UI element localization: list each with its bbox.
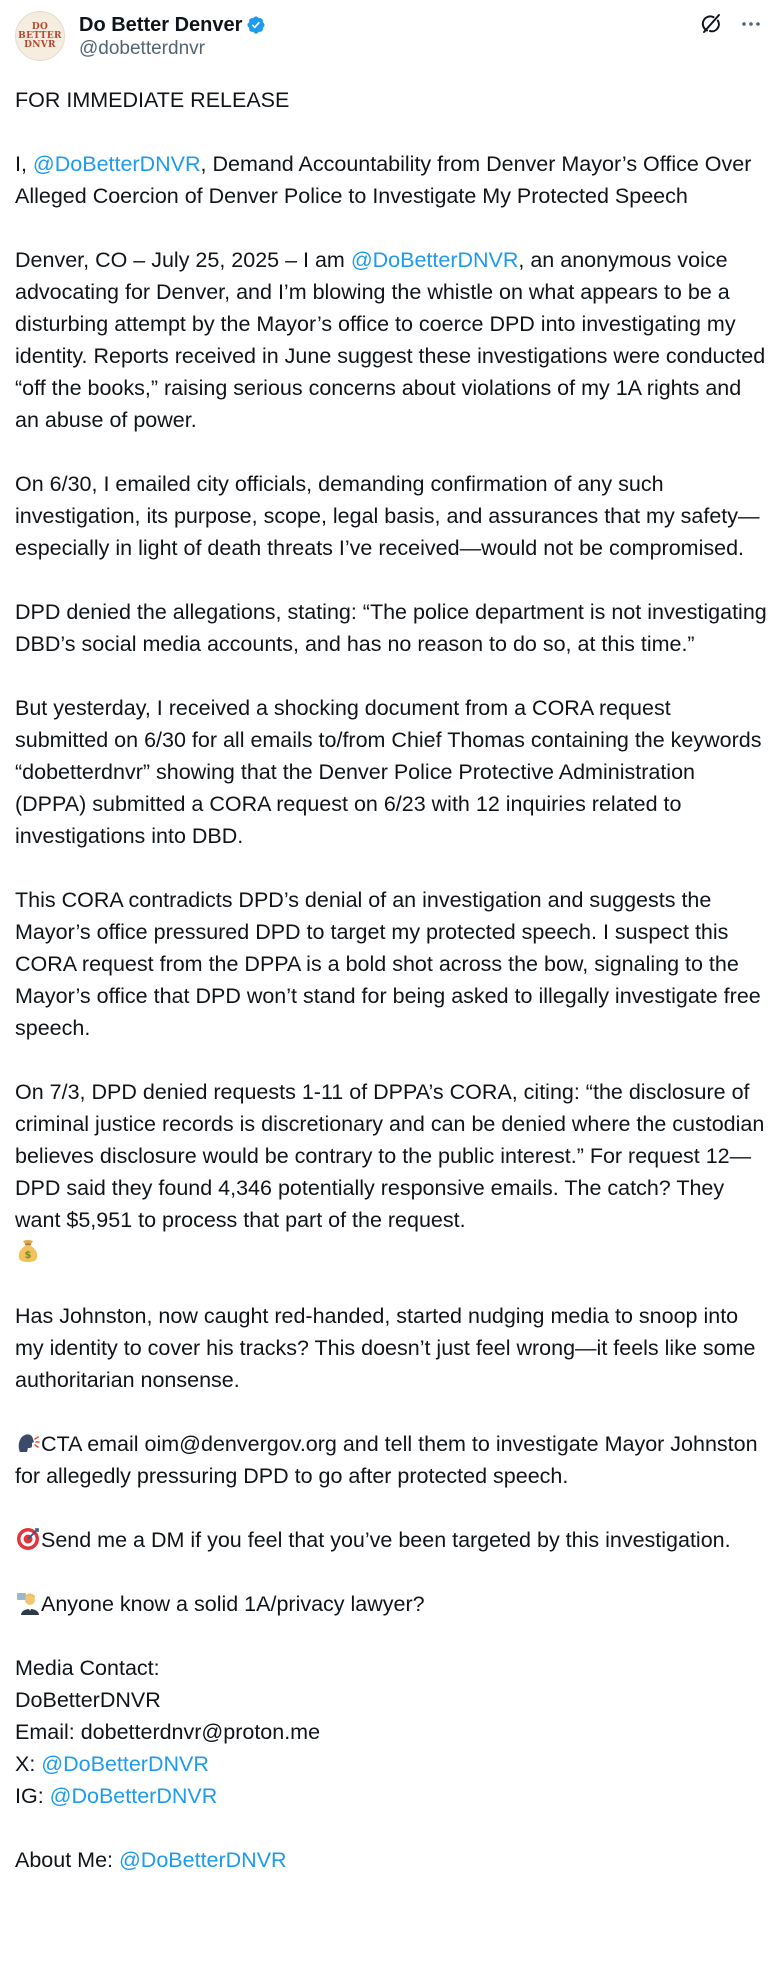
contact-name: DoBetterDNVR bbox=[15, 1688, 161, 1712]
author-names bbox=[79, 13, 266, 60]
paragraph-denial bbox=[15, 596, 767, 660]
mention-link[interactable]: @DoBetterDNVR bbox=[49, 1784, 218, 1808]
paragraph-headline bbox=[15, 148, 767, 212]
paragraph-contact bbox=[15, 1652, 767, 1812]
contact-ig-line bbox=[15, 1780, 767, 1812]
contact-heading: Media Contact: bbox=[15, 1656, 160, 1680]
paragraph-intro bbox=[15, 244, 767, 436]
paragraph-about bbox=[15, 1844, 767, 1876]
mention-link[interactable]: @DoBetterDNVR bbox=[118, 1848, 287, 1872]
headline-text: , Demand Accountability from Denver Mayor’s Office Over Alleged Coercion of Denver Police to Investigate My Protected Speech bbox=[15, 152, 752, 208]
email-text: On 6/30, I emailed city officials, demanding confirmation of any such investigation, its purpose, scope, legal basis, and assurances that my safety—especially in light of death threats I’ve received—would not be compromised. bbox=[15, 472, 760, 560]
contact-x-line bbox=[15, 1748, 767, 1780]
money-bag-emoji-icon bbox=[15, 1238, 41, 1264]
cora-text: But yesterday, I received a shocking document from a CORA request submitted on 6/30 for all emails to/from Chief Thomas containing the keywords “dobetterdnvr” showing that the Denver Police Protective Administration (DPPA) submitted a CORA request on 6/23 with 12 inquiries related to investigations into DBD. bbox=[15, 696, 762, 848]
contact-ig-label: IG: bbox=[15, 1784, 50, 1808]
more-icon[interactable] bbox=[739, 12, 763, 36]
display-name[interactable]: Do Better Denver bbox=[79, 13, 243, 36]
paragraph-lawyer bbox=[15, 1588, 767, 1620]
intro-prefix: Denver, CO – July 25, 2025 – I am bbox=[15, 248, 351, 272]
mention-link[interactable]: @DoBetterDNVR bbox=[32, 152, 201, 176]
svg-text:$: $ bbox=[24, 1250, 32, 1261]
speaking-head-emoji-icon bbox=[15, 1430, 41, 1456]
grok-icon[interactable] bbox=[699, 12, 723, 36]
contact-x-label: X: bbox=[15, 1752, 42, 1776]
intro-text: , an anonymous voice advocating for Denver, and I’m blowing the whistle on what appears to be a disturbing attempt by the Mayor’s office to coerce DPD into investigating my identity. Reports received in June suggest these investigations were conducted “off the books,” raising serious concerns about violations of my 1A rights and an abuse of power. bbox=[15, 248, 766, 432]
judge-emoji-icon bbox=[15, 1590, 41, 1616]
contradiction-text: This CORA contradicts DPD’s denial of an investigation and suggests the Mayor’s office pressured DPD to target my protected speech. I suspect this CORA request from the DPPA is a bold shot across the bow, signaling to the Mayor’s office that DPD won’t stand for being asked to illegally investigate free speech. bbox=[15, 888, 761, 1040]
about-prefix: About Me: bbox=[15, 1848, 119, 1872]
mention-link[interactable]: @DoBetterDNVR bbox=[41, 1752, 209, 1776]
dm-text: Send me a DM if you feel that you’ve been targeted by this investigation. bbox=[41, 1528, 731, 1552]
denied-requests-text: On 7/3, DPD denied requests 1-11 of DPPA’s CORA, citing: “the disclosure of criminal justice records is discretionary and can be denied where the custodian believes disclosure would be contrary to the public interest.” For request 12—DPD said they found 4,346 potentially responsive emails. The catch? They want $5,951 to process that part of the request. bbox=[15, 1080, 765, 1232]
johnston-text: Has Johnston, now caught red-handed, started nudging media to snoop into my identity to cover his tracks? This doesn’t just feel wrong—it feels like some authoritarian nonsense. bbox=[15, 1304, 756, 1392]
avatar-text-1: DO bbox=[31, 21, 49, 32]
paragraph-dm bbox=[15, 1524, 767, 1556]
paragraph-email bbox=[15, 468, 767, 564]
headline-prefix: I, bbox=[15, 152, 33, 176]
lawyer-text: Anyone know a solid 1A/privacy lawyer? bbox=[41, 1592, 425, 1616]
handle[interactable]: @dobetterdnvr bbox=[79, 37, 205, 59]
mention-link[interactable]: @DoBetterDNVR bbox=[350, 248, 519, 272]
header-actions bbox=[699, 12, 763, 36]
avatar-text-3: DNVR bbox=[24, 39, 56, 50]
display-name-row bbox=[79, 13, 266, 37]
paragraph-cta bbox=[15, 1428, 767, 1492]
post-header bbox=[15, 8, 767, 64]
post-text bbox=[15, 84, 767, 1876]
paragraph-denied-requests bbox=[15, 1076, 767, 1268]
avatar-text-2: BETTER bbox=[18, 30, 62, 41]
verified-badge-icon bbox=[246, 15, 266, 35]
release-heading: FOR IMMEDIATE RELEASE bbox=[15, 88, 290, 112]
target-emoji-icon bbox=[15, 1526, 41, 1552]
cta-text: CTA email oim@denvergov.org and tell them to investigate Mayor Johnston for allegedly pressuring DPD to go after protected speech. bbox=[15, 1432, 758, 1488]
denial-text: DPD denied the allegations, stating: “The police department is not investigating DBD’s social media accounts, and has no reason to do so, at this time.” bbox=[15, 600, 767, 656]
paragraph-cora bbox=[15, 692, 767, 852]
paragraph-release bbox=[15, 84, 767, 116]
contact-email: Email: dobetterdnvr@proton.me bbox=[15, 1720, 321, 1744]
paragraph-contradiction bbox=[15, 884, 767, 1044]
avatar[interactable] bbox=[15, 11, 65, 61]
paragraph-johnston bbox=[15, 1300, 767, 1396]
